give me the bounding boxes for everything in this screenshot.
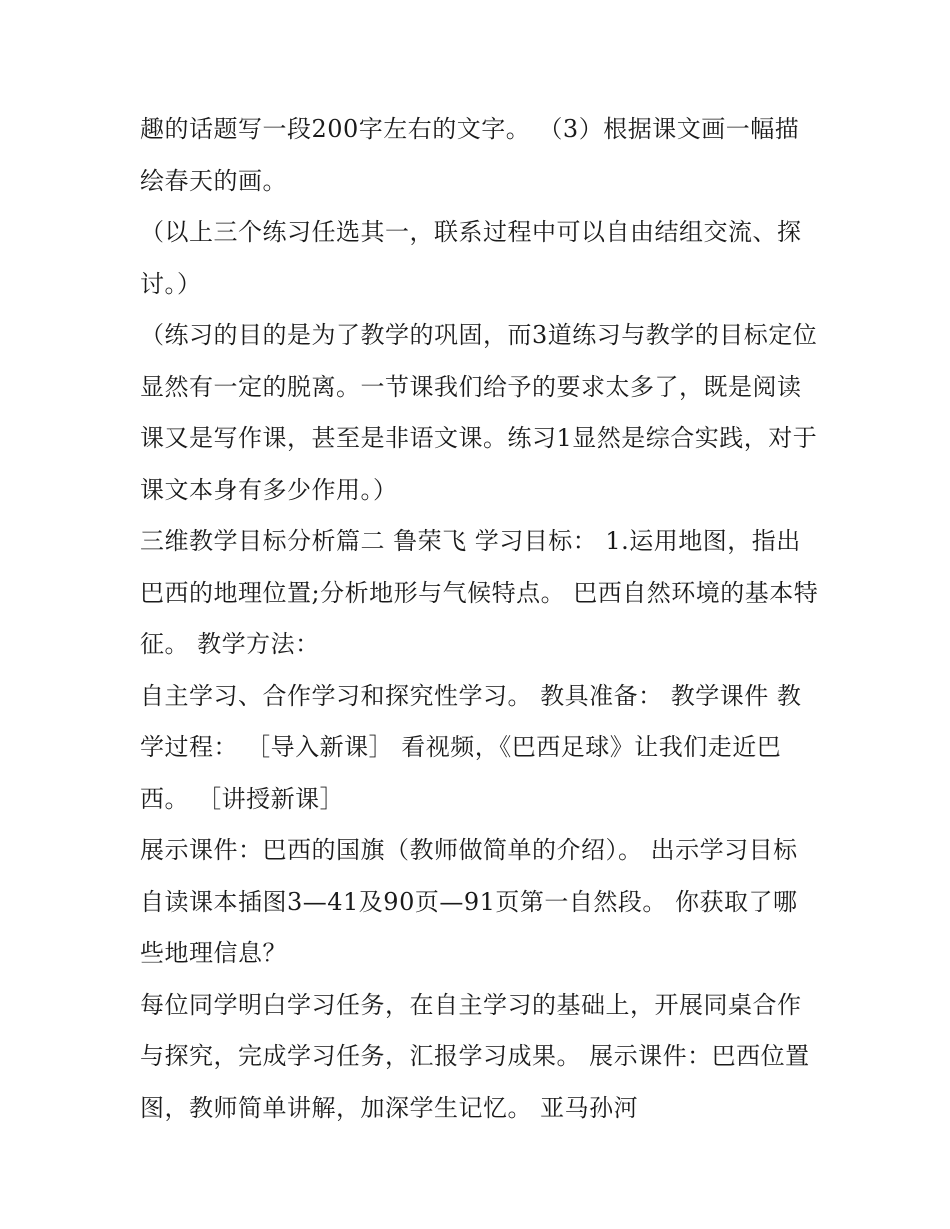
paragraph-6: 展示课件：巴西的国旗（教师做简单的介绍）。 出示学习目标 自读课本插图3—41及90页—91页第一自然段。 你获取了哪些地理信息？ [140,836,798,967]
paragraph-5: 自主学习、合作学习和探究性学习。 教具准备： 教学课件 教学过程： ［导入新课］ 看视频，《巴西足球》让我们走近巴西。 ［讲授新课］ [140,681,802,813]
document-body [140,104,820,1134]
paragraph-2: （以上三个练习任选其一，联系过程中可以自由结组交流、探讨。） [140,218,802,298]
paragraph-4: 三维教学目标分析篇二 鲁荣飞 学习目标： 1.运用地图，指出巴西的地理位置;分析地形与气候特点。 巴西自然环境的基本特征。 教学方法： [140,527,819,658]
paragraph-1: 趣的话题写一段200字左右的文字。 （3）根据课文画一幅描绘春天的画。 [140,115,800,195]
paragraph-3: （练习的目的是为了教学的巩固，而3道练习与教学的目标定位显然有一定的脱离。一节课我们给予的要求太多了，既是阅读课又是写作课，甚至是非语文课。练习1显然是综合实践，对于课文本身有多少作用。） [140,321,818,504]
paragraph-7: 每位同学明白学习任务，在自主学习的基础上，开展同桌合作与探究，完成学习任务，汇报学习成果。 展示课件：巴西位置图，教师简单讲解，加深学生记忆。 亚马孙河 [140,990,810,1122]
